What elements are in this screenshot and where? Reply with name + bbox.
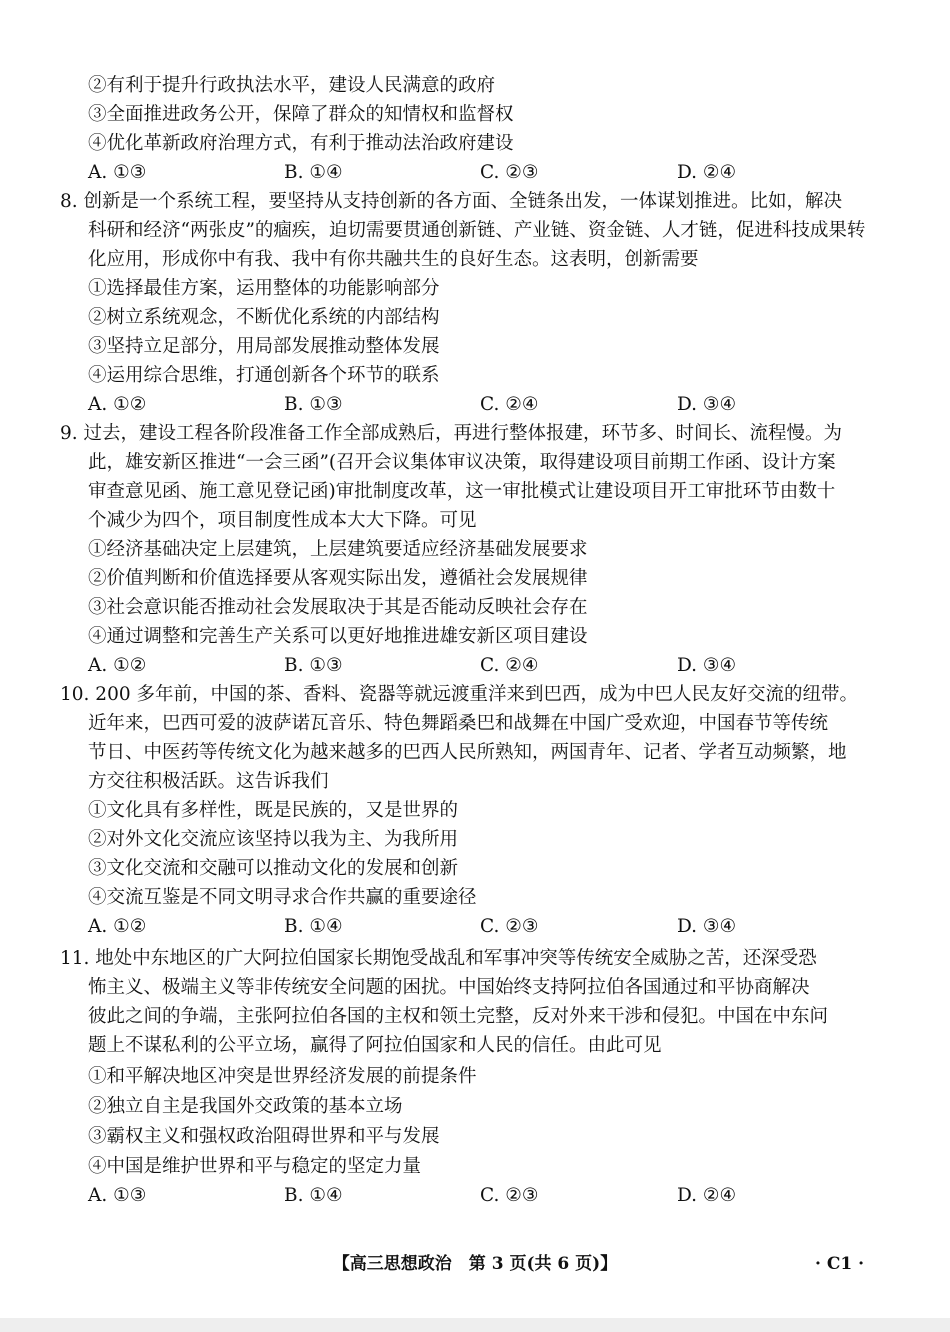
q7-option-a: A. ①③ [88,162,147,183]
q10-options [88,913,878,941]
q9-item-2: ②价值判断和价值选择要从客观实际出发，遵循社会发展规律 [88,568,588,589]
q9-item-4: ④通过调整和完善生产关系可以更好地推进雄安新区项目建设 [88,626,588,647]
q8-item-2: ②树立系统观念，不断优化系统的内部结构 [88,307,440,328]
q8-item-4: ④运用综合思维，打通创新各个环节的联系 [88,365,440,386]
q7-option-b: B. ①④ [284,162,343,183]
q10-item-2: ②对外文化交流应该坚持以我为主、为我所用 [88,829,459,850]
q11-stem-line-3: 彼此之间的争端，主张阿拉伯各国的主权和领土完整，反对外来干涉和侵犯。中国在中东问 [88,1006,829,1027]
q11-option-c: C. ②③ [480,1185,539,1206]
q10-option-b: B. ①④ [284,916,343,937]
q11-item-4: ④中国是维护世界和平与稳定的坚定力量 [88,1156,422,1177]
q9-option-d: D. ③④ [677,655,737,676]
q8-options [88,391,878,419]
q10-stem-line-1: 10. 200 多年前，中国的茶、香料、瓷器等就远渡重洋来到巴西，成为中巴人民友好交流的纽带。 [60,684,858,705]
q11-option-d: D. ②④ [677,1185,737,1206]
q11-stem-line-2: 怖主义、极端主义等非传统安全问题的困扰。中国始终支持阿拉伯各国通过和平协商解决 [88,977,810,998]
q7-option-d: D. ②④ [677,162,737,183]
q9-item-3: ③社会意识能否推动社会发展取决于其是否能动反映社会存在 [88,597,588,618]
q8-option-a: A. ①② [88,394,147,415]
q10-option-a: A. ①② [88,916,147,937]
q7-item-4: ④优化革新政府治理方式，有利于推动法治政府建设 [88,133,514,154]
q9-stem-line-2: 此，雄安新区推进“一会三函”(召开会议集体审议决策，取得建设项目前期工作函、设计方案 [88,452,836,473]
q7-item-3: ③全面推进政务公开，保障了群众的知情权和监督权 [88,104,514,125]
footer-paper-code: · C1 · [815,1254,865,1274]
q8-stem-line-1: 8. 创新是一个系统工程，要坚持从支持创新的各方面、全链条出发，一体谋划推进。比如，解决 [60,191,843,212]
q11-item-1: ①和平解决地区冲突是世界经济发展的前提条件 [88,1066,477,1087]
q9-stem-line-1: 9. 过去，建设工程各阶段准备工作全部成熟后，再进行整体报建，环节多、时间长、流程慢。为 [60,423,843,444]
q10-item-3: ③文化交流和交融可以推动文化的发展和创新 [88,858,459,879]
q9-option-c: C. ②④ [480,655,539,676]
q8-option-d: D. ③④ [677,394,737,415]
q11-options [88,1182,878,1210]
q10-item-4: ④交流互鉴是不同文明寻求合作共赢的重要途径 [88,887,477,908]
q8-option-c: C. ②④ [480,394,539,415]
q7-option-c: C. ②③ [480,162,539,183]
q7-options [88,159,878,187]
q10-option-c: C. ②③ [480,916,539,937]
q11-item-2: ②独立自主是我国外交政策的基本立场 [88,1096,403,1117]
q8-stem-line-2: 科研和经济“两张皮”的痼疾，迫切需要贯通创新链、产业链、资金链、人才链，促进科技成果转 [88,220,866,241]
q8-item-1: ①选择最佳方案，运用整体的功能影响部分 [88,278,440,299]
q10-option-d: D. ③④ [677,916,737,937]
q7-item-2: ②有利于提升行政执法水平，建设人民满意的政府 [88,75,496,96]
q8-stem-line-3: 化应用，形成你中有我、我中有你共融共生的良好生态。这表明，创新需要 [88,249,699,270]
scan-edge [0,1318,950,1332]
q9-options [88,652,878,680]
q9-option-a: A. ①② [88,655,147,676]
q9-option-b: B. ①③ [284,655,343,676]
q11-option-b: B. ①④ [284,1185,343,1206]
q11-option-a: A. ①③ [88,1185,147,1206]
q10-item-1: ①文化具有多样性，既是民族的，又是世界的 [88,800,459,821]
q9-stem-line-4: 个减少为四个，项目制度性成本大大下降。可见 [88,510,477,531]
q10-stem-line-2: 近年来，巴西可爱的波萨诺瓦音乐、特色舞蹈桑巴和战舞在中国广受欢迎，中国春节等传统 [88,713,829,734]
q10-stem-line-3: 节日、中医药等传统文化为越来越多的巴西人民所熟知，两国青年、记者、学者互动频繁，地 [88,742,847,763]
q9-stem-line-3: 审查意见函、施工意见登记函)审批制度改革，这一审批模式让建设项目开工审批环节由数十 [88,481,836,502]
q9-item-1: ①经济基础决定上层建筑，上层建筑要适应经济基础发展要求 [88,539,588,560]
q8-option-b: B. ①③ [284,394,343,415]
q8-item-3: ③坚持立足部分，用局部发展推动整体发展 [88,336,440,357]
q11-stem-line-4: 题上不谋私利的公平立场，赢得了阿拉伯国家和人民的信任。由此可见 [88,1035,662,1056]
q10-stem-line-4: 方交往积极活跃。这告诉我们 [88,771,329,792]
q11-item-3: ③霸权主义和强权政治阻碍世界和平与发展 [88,1126,440,1147]
q11-stem-line-1: 11. 地处中东地区的广大阿拉伯国家长期饱受战乱和军事冲突等传统安全威胁之苦，还深受恐 [60,948,817,969]
footer-page-info: 【高三思想政治 第 3 页(共 6 页)】 [332,1254,618,1274]
page-footer [0,1250,950,1278]
